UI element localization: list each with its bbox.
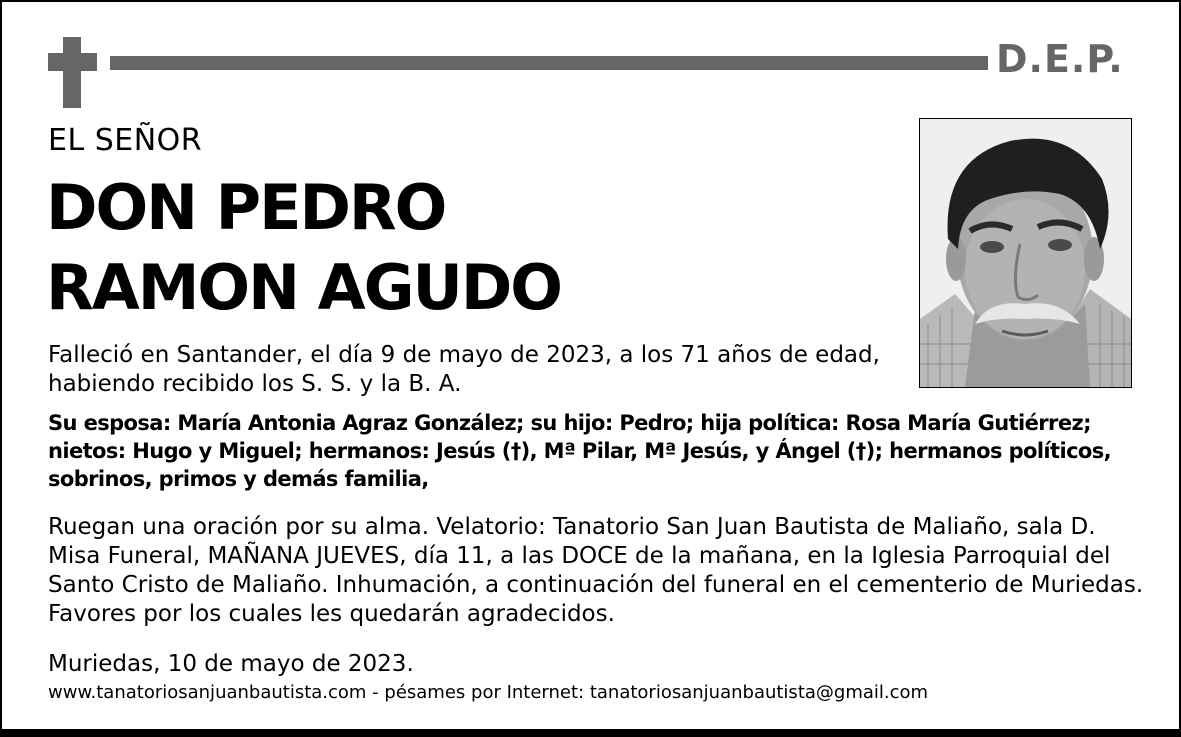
place-date: Muriedas, 10 de mayo de 2023.	[48, 651, 414, 677]
family-list	[48, 409, 1111, 493]
contact-web-line[interactable]: www.tanatoriosanjuanbautista.com - pésames por Internet: tanatoriosanjuanbautista@gmail.com	[48, 682, 929, 703]
header-rule	[110, 56, 988, 70]
death-line: Falleció en Santander, el día 9 de mayo de 2023, a los 71 años de edad,	[48, 342, 880, 368]
family-line: Su esposa: María Antonia Agraz González; su hijo: Pedro; hija política: Rosa María Gutiérrez;	[48, 411, 1091, 435]
death-line: habiendo recibido los S. S. y la B. A.	[48, 371, 462, 397]
portrait-photo	[919, 118, 1132, 388]
family-line: sobrinos, primos y demás familia,	[48, 467, 429, 491]
funeral-details	[48, 513, 1143, 629]
dep-label: D.E.P.	[996, 37, 1124, 81]
cross-horizontal-bar	[48, 53, 97, 71]
funeral-line: Santo Cristo de Maliaño. Inhumación, a continuación del funeral en el cementerio de Muriedas.	[48, 572, 1144, 598]
cross-vertical-bar	[63, 37, 81, 108]
funeral-line: Misa Funeral, MAÑANA JUEVES, día 11, a las DOCE de la mañana, en la Iglesia Parroquial del	[48, 543, 1111, 569]
deceased-name-line-1: DON PEDRO	[46, 171, 446, 244]
funeral-line: Ruegan una oración por su alma. Velatorio: Tanatorio San Juan Bautista de Maliaño, sala D.	[48, 514, 1096, 540]
deceased-name-line-2: RAMON AGUDO	[46, 251, 561, 324]
family-line: nietos: Hugo y Miguel; hermanos: Jesús (†), Mª Pilar, Mª Jesús, y Ángel (†); hermanos políticos,	[48, 439, 1112, 463]
funeral-line: Favores por los cuales les quedarán agradecidos.	[48, 601, 615, 627]
death-announcement	[48, 341, 908, 399]
salutation: EL SEÑOR	[48, 123, 203, 158]
